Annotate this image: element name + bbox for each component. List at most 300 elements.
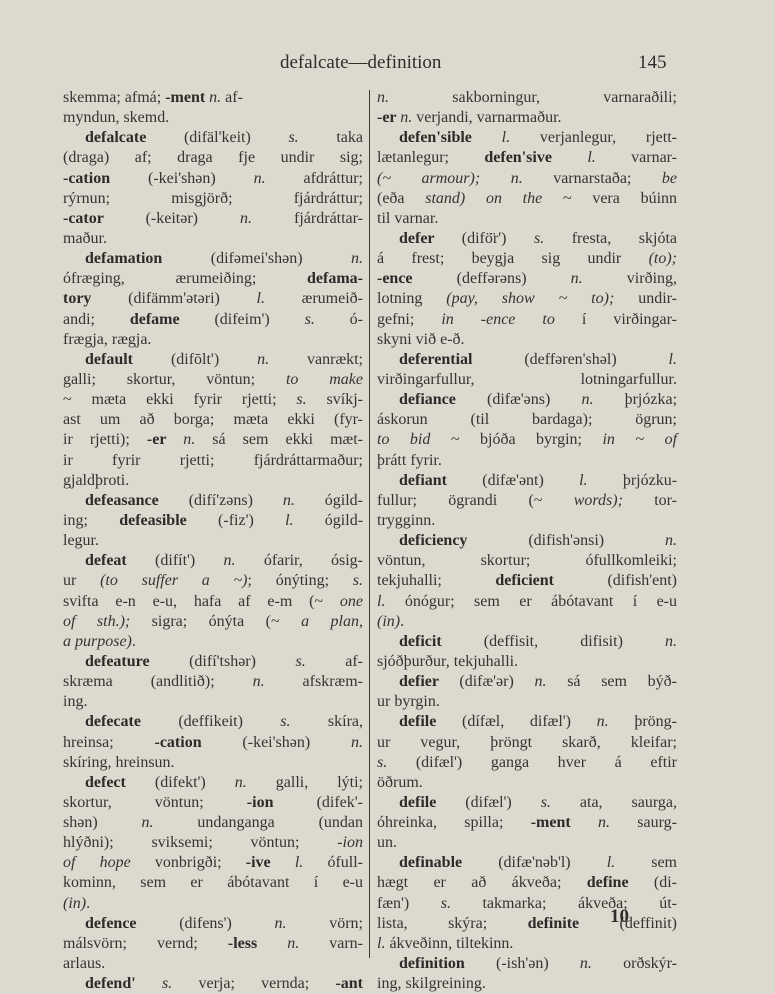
definition-text: ir fyrir rjetti; fjárdráttarmaður;: [63, 451, 363, 469]
text-line: [63, 88, 363, 108]
definition-text: (draga) af; draga fje undir sig;: [63, 149, 363, 167]
definition-text: lætanlegur;: [377, 149, 485, 167]
definition-text: sem: [615, 854, 678, 872]
definition-text: ata, saurga,: [550, 793, 677, 811]
definition-text: varnar-: [595, 149, 678, 167]
headword: tory: [63, 290, 129, 308]
text-line: [377, 753, 677, 773]
definition-text: gefni;: [377, 310, 442, 328]
definition-text: (difäl'keit): [183, 129, 289, 147]
definition-text: þröng-: [608, 713, 677, 731]
definition-text: (difæ'əns): [487, 391, 582, 409]
text-line: [377, 148, 677, 168]
definition-text: tor-: [622, 491, 677, 509]
headword: -ion: [246, 793, 317, 811]
text-line: [63, 189, 363, 209]
headword: defier: [399, 673, 460, 691]
headword: deficit: [399, 632, 484, 650]
running-header: [0, 52, 775, 76]
headword: define: [586, 874, 654, 892]
definition-text: (difeim'): [214, 310, 305, 328]
italic-text: s.: [440, 894, 451, 912]
italic-text: n.: [598, 814, 610, 832]
definition-text: ir rjetti);: [63, 431, 147, 449]
definition-text: takmarka; ákveða; út-: [450, 894, 677, 912]
text-line: [377, 330, 677, 350]
italic-text: l.: [501, 129, 511, 147]
definition-text: skíra,: [290, 713, 363, 731]
italic-text: n.: [596, 713, 609, 731]
italic-text: n.: [510, 169, 523, 187]
header-title: defalcate—definition: [280, 52, 442, 73]
italic-text: in -ence to: [441, 310, 555, 328]
italic-text: l.: [285, 511, 294, 529]
italic-text: n.: [257, 350, 270, 368]
text-line: [63, 430, 363, 450]
headword: deferential: [399, 350, 525, 368]
definition-text: ófræging, ærumeiðing;: [63, 270, 308, 288]
italic-text: l.: [606, 854, 616, 872]
headword: defeature: [85, 652, 190, 670]
text-line: [377, 652, 677, 672]
definition-text: hlýðni); sviksemi; vöntun;: [63, 834, 338, 852]
definition-text: afskræm-: [264, 673, 363, 691]
text-line: [377, 289, 677, 309]
definition-text: (deffəren'shəl): [524, 350, 669, 368]
definition-text: (difí'zəns): [188, 491, 283, 509]
definition-text: afdráttur;: [265, 169, 364, 187]
headword: defeat: [85, 552, 156, 570]
text-line: [63, 813, 363, 833]
text-line: [63, 330, 363, 350]
text-line: [377, 310, 677, 330]
text-line: [377, 410, 677, 430]
definition-text: taka: [298, 129, 363, 147]
definition-text: fæn'): [377, 894, 441, 912]
definition-text: shən): [63, 814, 142, 832]
headword: -ive: [245, 854, 295, 872]
definition-text: verjandi, varnarmaður.: [412, 109, 562, 127]
headword: -er: [377, 109, 401, 127]
definition-text: (difish'ent): [607, 572, 677, 590]
definition-text: af-: [221, 89, 243, 106]
definition-text: ákveðinn, tiltekinn.: [385, 934, 514, 952]
italic-text: n.: [377, 89, 389, 106]
italic-text: n.: [234, 773, 247, 791]
definition-text: gjaldþroti.: [63, 471, 130, 489]
definition-text: ógild-: [293, 511, 364, 529]
text-line: [63, 229, 363, 249]
headword: -cation: [63, 169, 148, 187]
definition-text: frægja, rægja.: [63, 330, 152, 348]
definition-text: áskorun (til bardaga); ögrun;: [377, 411, 677, 429]
italic-text: n.: [209, 89, 222, 106]
text-line: [63, 370, 363, 390]
definition-text: virðingarfullur, lotningarfullur.: [377, 370, 677, 388]
headword: defence: [85, 914, 180, 932]
definition-text: (dífæl, difæl'): [462, 713, 597, 731]
definition-text: (-fiz'): [218, 511, 286, 529]
definition-text: ónógur; sem er ábótavant í e-u: [385, 592, 677, 610]
definition-text: (eða: [377, 189, 426, 207]
italic-text: s.: [533, 229, 545, 247]
definition-text: skíring, hreinsun.: [63, 753, 175, 771]
text-line: [377, 914, 677, 934]
definition-text: rýrnun; misgjörð; fjárdráttur;: [63, 189, 363, 207]
definition-text: (deffikeit): [178, 713, 281, 731]
definition-text: sigra; ónýta (~: [130, 612, 302, 630]
text-line: [63, 712, 363, 732]
definition-text: vonbrigði;: [130, 854, 246, 872]
text-line: [63, 773, 363, 793]
definition-text: maður.: [63, 229, 107, 247]
definition-text: (difekt'): [154, 773, 235, 791]
italic-text: s.: [352, 572, 364, 590]
italic-text: l.: [256, 290, 265, 308]
italic-text: s.: [161, 975, 173, 993]
definition-text: [480, 170, 511, 187]
italic-text: in ~ of: [602, 431, 678, 449]
italic-text: (to);: [648, 250, 677, 268]
text-line: [63, 531, 363, 551]
text-line: [63, 471, 363, 491]
definition-text: virðing,: [582, 270, 678, 288]
headword: defile: [399, 713, 462, 731]
text-line: [63, 410, 363, 430]
definition-text: vanrækt;: [269, 350, 364, 368]
definition-text: kominn, sem er ábótavant í e-u: [63, 874, 363, 892]
text-line: [63, 853, 363, 873]
italic-text: (in): [377, 612, 401, 630]
italic-text: n.: [252, 673, 265, 691]
text-line: [377, 833, 677, 853]
italic-text: l.: [294, 854, 304, 872]
headword: deficiency: [399, 532, 529, 550]
text-line: [377, 209, 677, 229]
text-line: [377, 793, 677, 813]
definition-text: (difæl') ganga hver á eftir: [387, 753, 677, 771]
definition-text: sakborningur, varnaraðili;: [389, 89, 677, 106]
headword: definition: [399, 955, 497, 973]
definition-text: sjóðþurður, tekjuhalli.: [377, 652, 519, 670]
italic-text: words);: [573, 491, 623, 509]
definition-text: ; ónýting;: [247, 572, 353, 590]
text-line: [63, 894, 363, 914]
headword: defama-: [307, 270, 363, 288]
text-line: [377, 733, 677, 753]
definition-text: (difəmei'shən): [210, 250, 351, 268]
definition-text: ógild-: [294, 491, 364, 509]
definition-text: trygginn.: [377, 511, 436, 529]
definition-text: (deffərəns): [456, 270, 571, 288]
definition-text: (-keitər): [145, 209, 241, 227]
text-line: [63, 914, 363, 934]
italic-text: n.: [253, 169, 266, 187]
text-line: [377, 451, 677, 471]
text-line: [63, 310, 363, 330]
definition-text: (difí'tshər): [189, 652, 296, 670]
text-line: [377, 471, 677, 491]
headword: defiance: [399, 391, 488, 409]
text-line: [63, 209, 363, 229]
text-line: [63, 592, 363, 612]
definition-text: lotning: [377, 290, 447, 308]
definition-text: (difæl'): [465, 793, 541, 811]
text-line: [63, 350, 363, 370]
definition-text: un.: [377, 834, 397, 852]
text-line: [377, 551, 677, 571]
definition-text: ófull-: [303, 854, 364, 872]
definition-text: ~ vera búinn: [542, 189, 678, 207]
definition-text: verja; vernda;: [172, 975, 336, 993]
definition-text: hreinsa;: [63, 733, 155, 751]
definition-text: fresta, skjóta: [544, 229, 677, 247]
text-line: [377, 974, 677, 994]
text-line: [377, 269, 677, 289]
definition-text: (deffinit): [619, 914, 677, 932]
text-line: [63, 169, 363, 189]
definition-text: ast um að borga; mæta ekki (fyr-: [63, 411, 363, 429]
text-line: [377, 954, 677, 974]
italic-text: s.: [377, 753, 388, 771]
definition-text: ur: [63, 572, 101, 590]
definition-text: undir-: [614, 290, 678, 308]
text-line: [63, 753, 363, 773]
definition-text: skortur, vöntun;: [63, 793, 247, 811]
headword: defect: [85, 773, 155, 791]
text-line: [377, 390, 677, 410]
italic-text: n.: [579, 955, 592, 973]
headword: deficient: [495, 572, 608, 590]
definition-text: (difít'): [155, 552, 224, 570]
definition-text: sá sem býð-: [546, 673, 678, 691]
italic-text: s.: [296, 391, 307, 409]
text-line: [63, 733, 363, 753]
italic-text: to make: [285, 370, 364, 388]
headword: default: [85, 350, 171, 368]
definition-text: .: [86, 894, 91, 912]
text-line: [377, 128, 677, 148]
headword: defeasible: [119, 511, 219, 529]
italic-text: to bid: [377, 431, 431, 449]
italic-text: n.: [183, 431, 196, 449]
text-line: [63, 128, 363, 148]
italic-text: of hope: [63, 854, 131, 872]
definition-text: málsvörn; vernd;: [63, 934, 228, 952]
italic-text: -ion: [337, 834, 363, 852]
text-line: [63, 108, 363, 128]
text-line: [63, 390, 363, 410]
text-line: [63, 793, 363, 813]
definition-text: skyni við e-ð.: [377, 330, 465, 348]
headword: definable: [399, 854, 499, 872]
definition-text: í virðingar-: [554, 310, 677, 328]
definition-text: (difōlt'): [170, 350, 258, 368]
text-line: [63, 249, 363, 269]
text-line: [377, 773, 677, 793]
text-line: [377, 531, 677, 551]
text-line: [377, 189, 677, 209]
text-line: [377, 88, 677, 108]
definition-text: legur.: [63, 532, 99, 550]
definition-text: (difæ'ər): [459, 673, 535, 691]
headword: defeasance: [85, 491, 189, 509]
italic-text: l.: [377, 934, 386, 952]
definition-text: (-ish'ən): [496, 955, 580, 973]
headword: defame: [129, 310, 215, 328]
italic-text: n.: [665, 632, 677, 650]
italic-text: s.: [295, 652, 306, 670]
definition-text: af-: [305, 652, 363, 670]
italic-text: n.: [570, 270, 583, 288]
italic-text: s.: [304, 310, 315, 328]
headword: defecate: [85, 713, 179, 731]
text-line: [63, 974, 363, 994]
italic-text: n.: [274, 914, 287, 932]
definition-text: verjanlegur, rjett-: [510, 129, 677, 147]
italic-text: stand) on the: [425, 189, 543, 207]
italic-text: l.: [579, 471, 588, 489]
headword: defen'sive: [484, 149, 588, 167]
definition-text: ur byrgin.: [377, 693, 440, 711]
definition-text: hægt er að ákveða;: [377, 874, 587, 892]
definition-text: fullur; ögrandi (~: [377, 491, 574, 509]
text-line: [377, 813, 677, 833]
definition-text: (difek'-: [316, 793, 363, 811]
italic-text: n.: [287, 934, 300, 952]
text-line: [377, 491, 677, 511]
definition-text: andi;: [63, 310, 130, 328]
text-line: [377, 632, 677, 652]
italic-text: (to suffer a ~): [100, 572, 248, 590]
italic-text: l.: [587, 149, 596, 167]
definition-text: ófarir, ósig-: [235, 552, 364, 570]
text-line: [63, 692, 363, 712]
definition-text: (di-: [653, 874, 677, 892]
definition-text: galli; skortur, vöntun;: [63, 370, 286, 388]
headword: defend': [85, 975, 162, 993]
definition-text: svifta e-n e-u, hafa af e-m (~: [63, 592, 340, 610]
definition-text: galli, lýti;: [246, 773, 363, 791]
signature-mark: 10: [610, 906, 629, 927]
definition-text: ~ bjóða byrgin;: [430, 431, 603, 449]
definition-text: ing.: [63, 693, 88, 711]
definition-text: myndun, skemd.: [63, 109, 170, 127]
definition-text: óhreinka, spilla;: [377, 814, 531, 832]
definition-text: skræma (andlitið);: [63, 673, 253, 691]
italic-text: n.: [141, 814, 154, 832]
italic-text: n.: [665, 532, 677, 550]
text-line: [63, 833, 363, 853]
headword: -cator: [63, 209, 146, 227]
italic-text: n.: [351, 250, 363, 268]
definition-text: ~ mæta ekki fyrir rjetti;: [63, 391, 297, 409]
italic-text: l.: [377, 592, 386, 610]
text-line: [377, 592, 677, 612]
italic-text: n.: [223, 552, 236, 570]
definition-text: tekjuhalli;: [377, 572, 496, 590]
italic-text: s.: [280, 713, 291, 731]
definition-text: .: [131, 632, 136, 650]
definition-text: svíkj-: [306, 391, 363, 409]
definition-text: öðrum.: [377, 773, 423, 791]
text-line: [377, 370, 677, 390]
text-line: [63, 672, 363, 692]
definition-text: .: [400, 612, 405, 630]
headword: -ment: [530, 814, 598, 832]
definition-text: (deffisit, difisit): [483, 632, 665, 650]
text-line: [63, 551, 363, 571]
text-line: [63, 571, 363, 591]
definition-text: þrjózku-: [587, 471, 678, 489]
definition-text: ó-: [314, 310, 364, 328]
italic-text: (pay, show ~ to);: [446, 290, 615, 308]
definition-text: vörn;: [286, 914, 364, 932]
definition-text: (-kei'shən): [147, 169, 254, 187]
headword: defamation: [85, 250, 211, 268]
right-column: [377, 88, 677, 994]
italic-text: (in): [63, 894, 87, 912]
headword: -less: [227, 934, 288, 952]
definition-text: ing;: [63, 511, 120, 529]
text-line: [377, 350, 677, 370]
headword: -ant: [335, 975, 363, 993]
text-line: [377, 249, 677, 269]
definition-text: lista, skýra;: [377, 914, 528, 932]
headword: defalcate: [85, 129, 184, 147]
definition-text: saurg-: [610, 814, 677, 832]
headword: -cation: [154, 733, 243, 751]
text-line: [377, 934, 677, 954]
text-line: [377, 169, 677, 189]
definition-text: (-kei'shən): [242, 733, 351, 751]
headword: defiant: [399, 471, 483, 489]
text-line: [63, 632, 363, 652]
definition-text: orðskýr-: [591, 955, 678, 973]
italic-text: be: [661, 169, 677, 187]
definition-text: á frest; beygja sig undir: [377, 250, 649, 268]
definition-text: varnarstaða;: [522, 169, 662, 187]
text-line: [63, 491, 363, 511]
italic-text: of sth.);: [63, 612, 131, 630]
text-line: [63, 652, 363, 672]
definition-text: (difens'): [179, 914, 275, 932]
definition-text: ur vegur, þröngt skarð, kleifar;: [377, 733, 677, 751]
text-line: [63, 873, 363, 893]
text-line: [377, 894, 677, 914]
definition-text: sá sem ekki mæt-: [195, 431, 363, 449]
italic-text: s.: [540, 793, 551, 811]
page-number: 145: [638, 52, 667, 73]
italic-text: n.: [581, 391, 594, 409]
headword: defile: [399, 793, 466, 811]
definition-text: undanganga (undan: [153, 814, 364, 832]
text-line: [63, 269, 363, 289]
text-line: [377, 692, 677, 712]
italic-text: l.: [668, 350, 677, 368]
definition-text: (difämm'ətəri): [128, 290, 257, 308]
italic-text: n.: [240, 209, 253, 227]
headword: defer: [399, 229, 462, 247]
text-line: [63, 954, 363, 974]
text-line: [377, 712, 677, 732]
italic-text: a plan,: [301, 612, 364, 630]
definition-text: (difæ'ənt): [482, 471, 580, 489]
italic-text: n.: [534, 673, 547, 691]
text-line: [377, 672, 677, 692]
text-line: [377, 430, 677, 450]
italic-text: a purpose): [63, 632, 132, 650]
